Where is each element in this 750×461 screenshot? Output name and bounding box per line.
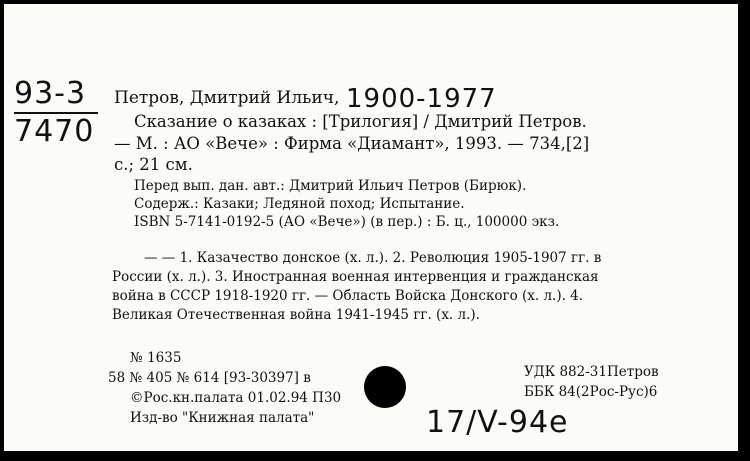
title-line-3: с.; 21 см. (114, 155, 193, 174)
author-heading: Петров, Дмитрий Ильич, (114, 88, 340, 108)
handwritten-number-top: 93-3 (14, 76, 87, 111)
catalog-card (4, 4, 738, 451)
note-line-1: Перед вып. дан. авт.: Дмитрий Ильич Петров (Бирюк). (134, 178, 527, 194)
subjects-line-4: Великая Отечественная война 1941-1945 гг. (х. л.). (112, 307, 480, 323)
udk-code: УДК 882-31Петров (524, 364, 659, 380)
subjects-line-2: России (х. л.). 3. Иностранная военная интервенция и гражданская (112, 269, 599, 285)
subjects-line-1: — — 1. Казачество донское (х. л.). 2. Революция 1905-1907 гг. в (144, 250, 602, 266)
book-chamber-line: ©Рос.кн.палата 01.02.94 П30 (130, 390, 342, 406)
publisher-line: Изд-во "Книжная палата" (130, 410, 315, 426)
isbn-line: ISBN 5-7141-0192-5 (АО «Вече») (в пер.) : Б. ц., 100000 экз. (134, 214, 560, 230)
note-line-2: Содерж.: Казаки; Ледяной поход; Испытание. (134, 196, 465, 212)
title-line-1: Сказание о казаках : [Трилогия] / Дмитрий Петров. (134, 112, 587, 131)
title-line-2: — М. : АО «Вече» : Фирма «Диамант», 1993. — 734,[2] (114, 134, 590, 153)
handwritten-number-bottom: 7470 (14, 114, 95, 149)
handwritten-life-dates: 1900-1977 (346, 84, 497, 114)
handwritten-bottom-date: 17/V-94e (426, 405, 569, 440)
card-number: № 1635 (130, 350, 182, 366)
ink-blot (364, 366, 406, 408)
subjects-line-3: война в СССР 1918-1920 гг. — Область Войска Донского (х. л.). 4. (112, 288, 584, 304)
bbk-code: ББК 84(2Рос-Рус)6 (524, 384, 658, 400)
registration-numbers: 58 № 405 № 614 [93-30397] в (108, 370, 311, 386)
